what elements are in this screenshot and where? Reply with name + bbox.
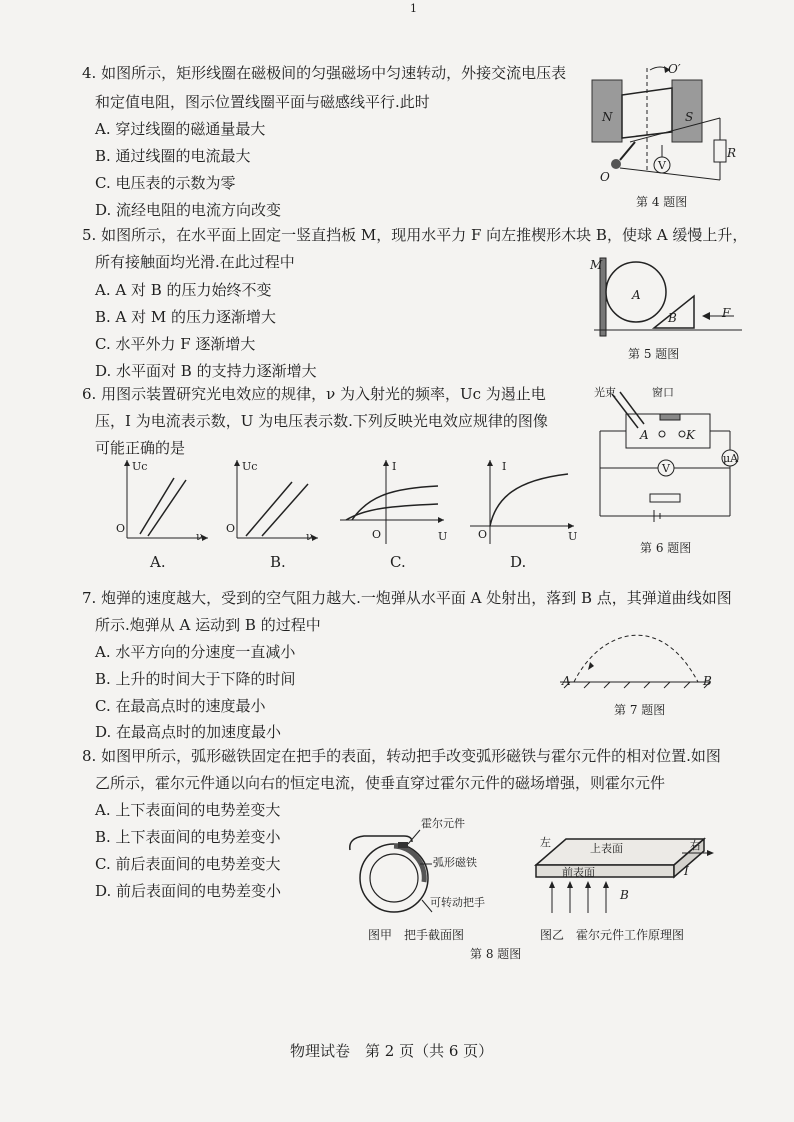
q7-option-b: B. 上升的时间大于下降的时间 [95, 670, 296, 688]
q5-stem-line2: 所有接触面均光滑.在此过程中 [95, 253, 295, 271]
q4-voltmeter-label: V [658, 159, 666, 172]
q6-label-beam: 光束 [594, 386, 616, 399]
q8-option-b: B. 上下表面间的电势差变小 [95, 828, 281, 846]
q4-option-c: C. 电压表的示数为零 [95, 174, 236, 192]
q4-caption: 第 4 题图 [636, 195, 688, 209]
q6-graph-c-label: C. [390, 553, 406, 571]
q6-label-window: 窗口 [652, 386, 674, 399]
q7-label-b: B [703, 674, 712, 688]
q5-label-b: B [668, 311, 677, 325]
q5-label-a: A [632, 288, 641, 302]
q6-graph-d-ylabel: I [502, 460, 507, 473]
q8-label-top-surface: 上表面 [590, 842, 623, 855]
q6-graph-a-origin: O [116, 522, 126, 535]
q7-stem-line2: 所示.炮弹从 A 运动到 B 的过程中 [95, 616, 321, 634]
q4-stem-line2: 和定值电阻，图示位置线圈平面与磁感线平行.此时 [95, 93, 430, 111]
q6-graph-c-xlabel: U [438, 530, 448, 543]
q5-option-b: B. A 对 M 的压力逐渐增大 [95, 308, 277, 326]
page-footer: 物理试卷 第 2 页（共 6 页） [290, 1042, 494, 1060]
q6-apparatus-figure [590, 386, 740, 526]
q5-label-m: M [590, 258, 603, 272]
q5-label-f: F [722, 306, 731, 320]
q6-label-k: K [686, 428, 695, 442]
q8-figure-a-caption: 图甲 把手截面图 [368, 928, 465, 942]
q5-caption: 第 5 题图 [628, 347, 680, 361]
q4-label-s: S [685, 110, 694, 124]
q8-label-right: 右 [690, 839, 701, 852]
q6-graph-a-label: A. [150, 553, 166, 571]
q6-ammeter-label: μA [723, 452, 739, 465]
q7-option-c: C. 在最高点时的速度最小 [95, 697, 266, 715]
q5-ramp-figure [592, 258, 742, 338]
q6-graph-b-ylabel: Uc [242, 460, 258, 473]
q4-label-n: N [602, 110, 613, 124]
q4-option-a: A. 穿过线圈的磁通量最大 [95, 120, 266, 138]
q4-option-d: D. 流经电阻的电流方向改变 [95, 201, 282, 219]
q6-caption: 第 6 题图 [640, 541, 692, 555]
q4-label-o-bottom: O [600, 170, 610, 184]
page-mark: 1 [410, 2, 417, 15]
q8-option-d: D. 前后表面间的电势差变小 [95, 882, 282, 900]
q7-stem-line1: 7. 炮弹的速度越大，受到的空气阻力越大.一炮弹从水平面 A 处射出，落到 B 点，其弹道曲线如图 [82, 589, 732, 607]
q8-label-handle: 可转动把手 [430, 896, 485, 909]
q4-stem-line1: 4. 如图所示，矩形线圈在磁极间的匀强磁场中匀速转动，外接交流电压表 [82, 64, 567, 82]
q8-label-left: 左 [540, 836, 551, 849]
q6-graph-b-label: B. [270, 553, 286, 571]
q8-option-a: A. 上下表面间的电势差变大 [95, 801, 281, 819]
q8-label-current: I [684, 864, 689, 878]
q6-stem-line2: 压，I 为电流表示数，U 为电压表示数.下列反映光电效应规律的图像 [95, 412, 548, 430]
q7-option-a: A. 水平方向的分速度一直减小 [95, 643, 296, 661]
q4-label-o-top: O′ [668, 62, 681, 76]
q7-label-a: A [562, 674, 571, 688]
q8-caption: 第 8 题图 [470, 947, 522, 961]
q8-label-front-surface: 前表面 [562, 866, 595, 879]
q4-option-b: B. 通过线圈的电流最大 [95, 147, 251, 165]
q6-graph-a-ylabel: Uc [132, 460, 148, 473]
q8-figure-b-caption: 图乙 霍尔元件工作原理图 [540, 928, 685, 942]
q4-generator-figure [590, 60, 750, 190]
q6-graph-b-origin: O [226, 522, 236, 535]
q5-option-a: A. A 对 B 的压力始终不变 [95, 281, 272, 299]
q8-option-c: C. 前后表面间的电势差变大 [95, 855, 281, 873]
q8-stem-line1: 8. 如图甲所示，弧形磁铁固定在把手的表面，转动把手改变弧形磁铁与霍尔元件的相对位置.如图 [82, 747, 721, 765]
q7-caption: 第 7 题图 [614, 703, 666, 717]
q6-graph-c-origin: O [372, 528, 382, 541]
q6-graph-a-xlabel: ν [196, 530, 203, 543]
q5-option-d: D. 水平面对 B 的支持力逐渐增大 [95, 362, 317, 380]
q8-stem-line2: 乙所示，霍尔元件通以向右的恒定电流，使垂直穿过霍尔元件的磁场增强，则霍尔元件 [95, 774, 666, 792]
q5-option-c: C. 水平外力 F 逐渐增大 [95, 335, 256, 353]
q5-stem-line1: 5. 如图所示，在水平面上固定一竖直挡板 M，现用水平力 F 向左推楔形木块 B，使球 A 缓慢上升， [82, 226, 748, 244]
q6-label-a: A [640, 428, 649, 442]
q6-stem-line3: 可能正确的是 [95, 439, 186, 457]
q6-graph-d-label: D. [510, 553, 527, 571]
q8-label-magnet: 弧形磁铁 [433, 856, 477, 869]
q6-stem-line1: 6. 用图示装置研究光电效应的规律，ν 为入射光的频率，Uc 为遏止电 [82, 385, 546, 403]
q8-label-hall: 霍尔元件 [421, 817, 465, 830]
q8-label-field: B [620, 888, 629, 902]
q6-graph-d-xlabel: U [568, 530, 578, 543]
q6-graph-d-origin: O [478, 528, 488, 541]
q4-label-r: R [727, 146, 737, 160]
q7-trajectory-figure [560, 620, 720, 690]
q6-graph-b-xlabel: ν [306, 530, 313, 543]
q7-option-d: D. 在最高点时的加速度最小 [95, 723, 282, 741]
q8-handle-figure [346, 820, 436, 915]
q6-graph-c-ylabel: I [392, 460, 397, 473]
q6-voltmeter-label: V [662, 462, 670, 475]
